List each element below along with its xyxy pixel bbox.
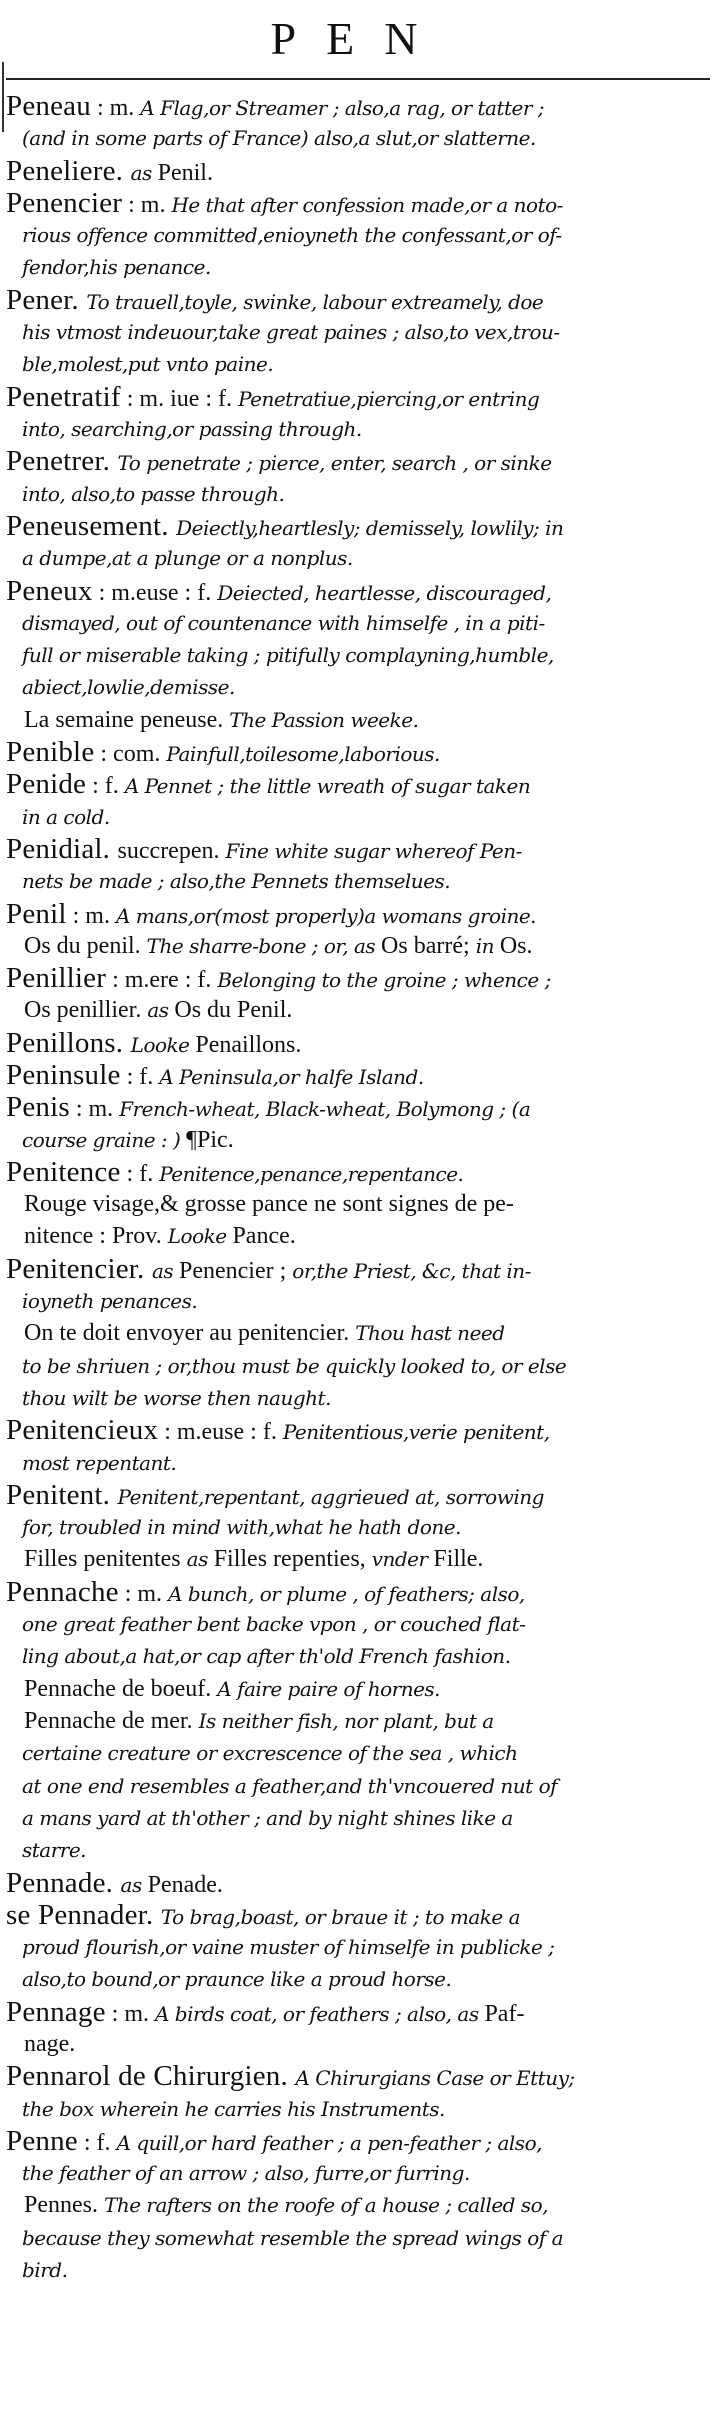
headword: Peneau [6, 90, 91, 122]
entry-line [22, 1350, 566, 1382]
entry-line [24, 2028, 75, 2060]
roman-text: Os. [499, 932, 533, 959]
entry-headline [6, 1156, 463, 1188]
entry-line [22, 251, 211, 283]
definition-text: or,the Priest, &c, that in- [292, 1258, 531, 1283]
definition-text: as [120, 1872, 148, 1897]
definition-text: his vtmost indeuour,take great paines ; also,to vex,trou- [22, 320, 560, 345]
roman-text: : m. [105, 2000, 155, 2027]
headword: Peneux [6, 574, 93, 607]
roman-text: Os du Penil. [174, 997, 293, 1024]
definition-text: course graine : ) [22, 1127, 187, 1152]
definition-text: A birds coat, or feathers ; also, as [155, 2001, 485, 2026]
entry-line [22, 607, 545, 639]
entry-line [22, 1802, 513, 1834]
definition-text: the feather of an arrow ; also, furre,or furring. [22, 2161, 470, 2186]
entry-headline [6, 1027, 301, 1059]
headword: Penide [6, 768, 87, 801]
entry-line [24, 1188, 514, 1220]
entry-headline [6, 1899, 520, 1931]
entry-headline [6, 898, 536, 930]
headword: Peneliere. [6, 154, 131, 187]
entry-line [22, 1608, 525, 1640]
entry-headline [6, 445, 552, 477]
definition-text: in a cold. [22, 804, 110, 829]
entry-headline [6, 2125, 542, 2157]
roman-text: Fille. [433, 1546, 484, 1573]
roman-text: : m. iue : f. [120, 385, 239, 412]
definition-text: The sharre-bone ; or, as [146, 933, 382, 958]
entry-line [22, 1963, 451, 1995]
definition-text: as [147, 998, 175, 1023]
definition-text: Fine white sugar whereof Pen- [225, 838, 522, 863]
entry-headline [6, 1479, 544, 1511]
definition-text: at one end resembles a feather,and th'vncouered nut of [22, 1773, 558, 1798]
entry-line [22, 2157, 470, 2189]
definition-text: a mans yard at th'other ; and by night shines like a [22, 1805, 513, 1830]
definition-text: French-wheat, Black-wheat, Bolymong ; (a [119, 1097, 531, 1122]
roman-text: ¶Pic. [186, 1126, 234, 1153]
definition-text: A quill,or hard feather ; a pen-feather ; also, [116, 2130, 542, 2155]
definition-text: Penetratiue,piercing,or entring [238, 386, 540, 411]
entry-line [22, 2222, 563, 2254]
headword: Penillons. [6, 1026, 131, 1059]
definition-text: thou wilt be worse then naught. [22, 1385, 331, 1410]
headword: Penitent. [6, 1478, 118, 1511]
definition-text: fendor,his penance. [22, 255, 211, 280]
headword: Pener. [6, 283, 87, 316]
definition-text: for, troubled in mind with,what he hath done. [22, 1515, 461, 1540]
definition-text: dismayed, out of countenance with himselfe , in a piti- [22, 610, 545, 635]
roman-text: Pance. [232, 1223, 296, 1250]
entry-line [22, 1640, 510, 1672]
entry-list [0, 90, 718, 2420]
entry-line [22, 1511, 461, 1543]
definition-text: Deiectly,heartlesly; demissely, lowlily; in [176, 515, 564, 540]
entry-line [22, 1770, 557, 1802]
entry-headline [6, 962, 551, 994]
entry-line [22, 348, 273, 380]
headword: Penencier [6, 186, 123, 219]
definition-text: into, also,to passe through. [22, 481, 285, 506]
entry-line [22, 122, 536, 154]
entry-headline [6, 1996, 524, 2028]
definition-text: Painfull,toilesome,laborious. [166, 742, 440, 766]
definition-text: Looke [167, 1224, 233, 1249]
headword: Peninsule [6, 1059, 121, 1091]
definition-text: Looke [130, 1032, 196, 1057]
definition-text: ble,molest,put vnto paine. [22, 352, 274, 377]
definition-text: as [151, 1258, 179, 1283]
definition-text: because they somewhat resemble the spread wings of a [22, 2225, 563, 2250]
entry-headline [6, 1091, 530, 1123]
roman-text: : m. [118, 1580, 169, 1607]
entry-line [24, 2189, 548, 2221]
definition-text: To penetrate ; pierce, enter, search , or sinke [117, 451, 552, 476]
entry-line [24, 994, 292, 1026]
entry-line [22, 1285, 197, 1317]
roman-text: : m. [66, 902, 116, 929]
entry-line [22, 316, 560, 348]
definition-text: to be shriuen ; or,thou must be quickly looked to, or else [22, 1353, 567, 1378]
definition-text: (and in some parts of France) also,a slut,or slatterne. [22, 126, 536, 151]
entry-line [24, 930, 533, 962]
headword: Penil [6, 897, 67, 930]
definition-text: A mans,or(most properly)a womans groine. [115, 903, 537, 928]
definition-text: ling about,a hat,or cap after th'old French fashion. [22, 1644, 511, 1669]
roman-text: Rouge visage,& grosse pance ne sont signes de pe- [24, 1191, 514, 1218]
headword: Penitence [6, 1155, 121, 1188]
entry-headline [6, 381, 539, 413]
entry-line [22, 1124, 234, 1156]
definition-text: A Chirurgians Case or Ettuy; [295, 2066, 575, 2091]
entry-line [24, 1673, 440, 1705]
entry-line [22, 801, 110, 833]
entry-headline [6, 155, 213, 187]
definition-text: vnder [371, 1547, 434, 1572]
roman-text: : m. [122, 191, 172, 218]
header-rule [6, 78, 710, 80]
roman-text: nage. [24, 2030, 76, 2057]
roman-text: Pennes. [24, 2192, 104, 2219]
roman-text: Os du penil. [24, 932, 147, 959]
entry-line [22, 1737, 517, 1769]
definition-text: The Passion weeke. [229, 707, 419, 732]
entry-line [22, 478, 284, 510]
roman-text: : m.euse : f. [92, 579, 218, 606]
definition-text: To trauell,toyle, swinke, labour extreamely, doe [86, 289, 544, 314]
entry-line [22, 865, 450, 897]
entry-line [22, 2093, 445, 2125]
entry-line [22, 413, 362, 445]
entry-line [22, 542, 353, 574]
definition-text: A bunch, or plume , of feathers; also, [168, 1581, 525, 1606]
headword: Penis [6, 1091, 70, 1124]
headword: Pennarol de Chirurgien. [6, 2060, 296, 2093]
definition-text: Belonging to the groine ; whence ; [217, 968, 551, 993]
headword: Penillier [6, 962, 107, 995]
roman-text: Os barré; [381, 932, 476, 959]
definition-text: as [186, 1547, 214, 1572]
headword: Penetratif [6, 380, 121, 413]
entry-line [22, 1447, 176, 1479]
definition-text: A Flag,or Streamer ; also,a rag, or tatter ; [140, 96, 545, 120]
entry-line [22, 219, 562, 251]
roman-text: Paf- [484, 2000, 525, 2027]
headword: Penitencier. [6, 1252, 152, 1285]
definition-text: He that after confession made,or a noto- [171, 192, 563, 217]
roman-text: Os penillier. [24, 997, 148, 1024]
entry-headline [6, 510, 563, 542]
headword: Peneusement. [6, 509, 177, 542]
entry-headline [6, 833, 522, 865]
entry-line [24, 704, 418, 736]
roman-text: : f. [120, 1064, 160, 1090]
entry-headline [6, 1414, 550, 1446]
headword: Pennache [6, 1575, 119, 1608]
roman-text: : f. [86, 773, 125, 800]
entry-line [22, 1834, 86, 1866]
definition-text: Penitence,penance,repentance. [159, 1161, 464, 1186]
roman-text: Penade. [147, 1871, 223, 1898]
definition-text: also,to bound,or praunce like a proud horse. [22, 1967, 452, 1992]
definition-text: the box wherein he carries his Instruments. [22, 2096, 445, 2121]
definition-text: To brag,boast, or braue it ; to make a [160, 1904, 520, 1929]
roman-text: Penencier ; [179, 1257, 293, 1284]
headword: Penible [6, 736, 95, 768]
roman-text: : f. [120, 1160, 160, 1187]
entry-line [22, 1931, 554, 1963]
headword: se Pennader. [6, 1898, 161, 1931]
roman-text: Filles repenties, [213, 1546, 372, 1573]
definition-text: A Pennet ; the little wreath of sugar taken [124, 774, 531, 799]
definition-text: in [475, 933, 500, 958]
definition-text: Penitentious,verie penitent, [282, 1420, 550, 1445]
entry-headline [6, 1253, 531, 1285]
entry-line [22, 639, 554, 671]
entry-line [22, 1382, 331, 1414]
headword: Pennade. [6, 1866, 121, 1899]
entry-headline [6, 90, 544, 122]
definition-text: A faire paire of hornes. [217, 1676, 441, 1701]
roman-text: nitence : Prov. [24, 1223, 168, 1250]
roman-text: Penaillons. [195, 1031, 302, 1058]
entry-headline [6, 1059, 424, 1091]
definition-text: Is neither fish, nor plant, but a [198, 1708, 494, 1733]
definition-text: one great feather bent backe vpon , or couched flat- [22, 1612, 526, 1637]
entry-line [24, 1705, 494, 1737]
roman-text: Pennache de mer. [24, 1707, 199, 1734]
entry-line [24, 1543, 483, 1575]
definition-text: into, searching,or passing through. [22, 416, 362, 441]
roman-text: : m.ere : f. [106, 967, 218, 994]
headword: Penitencieux [6, 1414, 159, 1447]
page-header: PEN [270, 13, 448, 64]
definition-text: A Peninsula,or halfe Island. [159, 1065, 424, 1089]
roman-text: La semaine peneuse. [24, 706, 230, 733]
headword: Penetrer. [6, 445, 118, 478]
entry-headline [6, 575, 551, 607]
roman-text: : m. [69, 1096, 120, 1123]
headword: Penidial. [6, 832, 118, 865]
definition-text: rious offence committed,enioyneth the confessant,or of- [22, 223, 562, 248]
entry-headline [6, 1867, 223, 1899]
headword: Pennage [6, 1995, 106, 2028]
entry-headline [6, 736, 440, 768]
entry-headline [6, 187, 563, 219]
roman-text: : f. [77, 2129, 117, 2156]
roman-text: Penil. [157, 159, 213, 186]
definition-text: abiect,lowlie,demisse. [22, 675, 235, 700]
roman-text: On te doit envoyer au penitencier. [24, 1320, 356, 1347]
entry-line [22, 2254, 67, 2286]
entry-headline [6, 284, 543, 316]
headword: Penne [6, 2124, 78, 2157]
entry-line [24, 1317, 505, 1349]
roman-text: : m.euse : f. [158, 1419, 283, 1446]
roman-text: succrepen. [117, 837, 226, 864]
definition-text: Thou hast need [355, 1321, 505, 1346]
definition-text: proud flourish,or vaine muster of himselfe in publicke ; [22, 1935, 555, 1960]
definition-text: most repentant. [22, 1450, 177, 1475]
definition-text: The rafters on the roofe of a house ; called so, [104, 2193, 548, 2218]
entry-headline [6, 1576, 525, 1608]
entry-line [24, 1220, 296, 1252]
roman-text: : com. [94, 741, 167, 767]
definition-text: full or miserable taking ; pitifully complayning,humble, [22, 643, 554, 668]
definition-text: as [130, 160, 158, 185]
roman-text: Filles penitentes [24, 1546, 187, 1573]
definition-text: nets be made ; also,the Pennets themselues. [22, 869, 451, 894]
definition-text: ioyneth penances. [22, 1289, 198, 1314]
definition-text: certaine creature or excrescence of the sea , which [22, 1741, 518, 1766]
entry-headline [6, 768, 530, 800]
definition-text: starre. [22, 1838, 87, 1863]
definition-text: Deiected, heartlesse, discouraged, [217, 580, 552, 605]
definition-text: bird. [22, 2258, 68, 2283]
entry-headline [6, 2060, 575, 2092]
definition-text: Penitent,repentant, aggrieued at, sorrowing [117, 1484, 544, 1509]
definition-text: a dumpe,at a plunge or a nonplus. [22, 546, 353, 571]
roman-text: Pennache de boeuf. [24, 1675, 218, 1702]
roman-text: : m. [90, 95, 141, 121]
entry-line [22, 671, 235, 703]
